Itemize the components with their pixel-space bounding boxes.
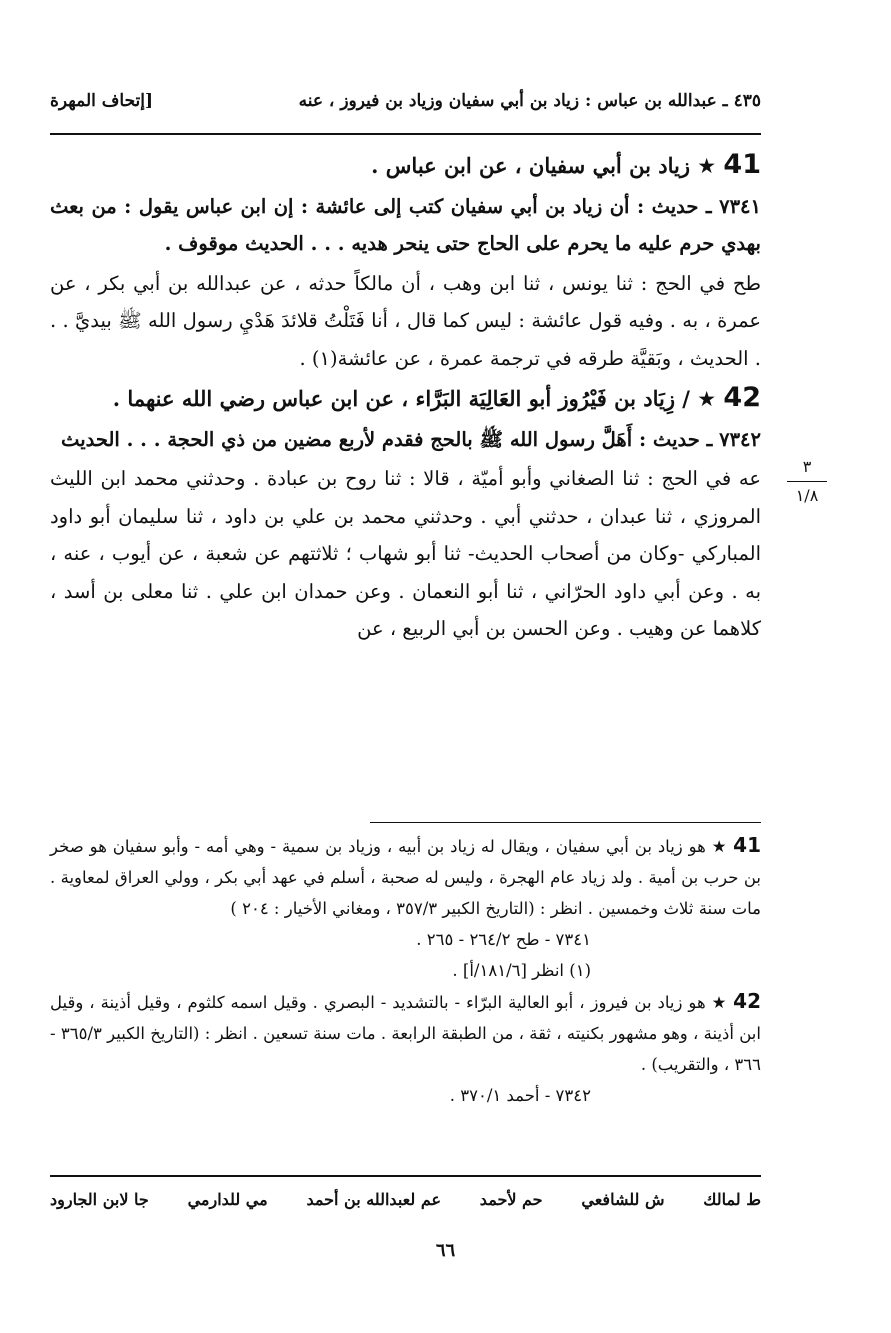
section-title: زياد بن أبي سفيان ، عن ابن عباس . xyxy=(371,153,690,178)
footnote-ref-1: (١) انظر [١٨١/٦/أ] . xyxy=(452,961,591,980)
star-icon: ★ xyxy=(711,993,728,1012)
abbrev-item: حم لأحمد xyxy=(479,1190,543,1209)
section-heading-42 xyxy=(50,379,761,419)
hadith-7342 xyxy=(50,421,761,459)
footnote-ref-7342: ٧٣٤٢ - أحمد ٣٧٠/١ . xyxy=(449,1086,591,1105)
hadith-label: ٧٣٤١ ـ حديث : xyxy=(636,194,761,218)
manuscript-folio-note xyxy=(782,455,832,508)
footnote-ref-7341: ٧٣٤١ - طح ٢٦٤/٢ - ٢٦٥ . xyxy=(416,930,591,949)
takhrij-7342: عه في الحج : ثنا الصغاني وأبو أميّة ، قالا : ثنا روح بن عبادة . وحدثني محمد ابن الليث المروزي ، ثنا عبدان ، حدثني أبي . وحدثني محمد بن علي بن داود ، ثنا سليمان أبو داود المباركي -وكان من أصحاب الحديث- ثنا أبو شهاب ؛ ثلاثتهم عن شعبة ، عن أيوب ، عنه ، به . وعن أبي داود الحرّاني ، ثنا أبو النعمان . وعن حمدان ابن علي . ثنا معلى بن أسد ، كلاهما عن وهيب . وعن الحسن بن أبي الربيع ، عن xyxy=(50,467,761,640)
folio-ref: ١/٨ xyxy=(795,486,819,505)
hadith-7341 xyxy=(50,188,761,263)
footnote-41 xyxy=(50,830,761,924)
takhrij-7341: طح في الحج : ثنا يونس ، ثنا ابن وهب ، أن مالكاً حدثه ، عن عبدالله بن أبي بكر ، عن عمرة ، به . وفيه قول عائشة : ليس كما قال ، أنا فَتَلْتُ قلائدَ هَدْيِ رسول الله ﷺ بيديَّ . . . الحديث ، وبَقيَّة طرقه في ترجمة عمرة ، عن عائشة(١) . xyxy=(50,271,761,370)
header-rule xyxy=(50,133,761,135)
footnote-number: 42 xyxy=(733,989,762,1013)
page-number: ٦٦ xyxy=(435,1240,456,1261)
hadith-text: أن زياد بن أبي سفيان كتب إلى عائشة : إن ابن عباس يقول : من بعث بهدي حرم عليه ما يحرم على الحاج حتى ينحر هديه . . . الحديث موقوف . xyxy=(50,194,761,255)
footnote-separator xyxy=(370,822,761,823)
folio-number: ٣ xyxy=(802,457,812,476)
footnote-text: هو زياد بن فيروز ، أبو العالية البرّاء - بالتشديد - البصري . وقيل اسمه كلثوم ، وقيل أذينة ، وقيل ابن أذينة ، وهو مشهور بكنيته ، ثقة ، من الطبقة الرابعة . مات سنة تسعين . انظر : (التاريخ الكبير ٣٦٥/٣ - ٣٦٦ ، والتقريب) . xyxy=(50,993,761,1074)
main-text xyxy=(50,146,761,648)
section-number: 42 xyxy=(723,382,761,413)
section-title: / زِيَاد بن فَيْرُوز أبو العَالِيَة البَرَّاء ، عن ابن عباس رضي الله عنهما . xyxy=(112,386,690,411)
abbreviation-key xyxy=(50,1190,761,1209)
hadith-label: ٧٣٤٢ ـ حديث : xyxy=(638,427,761,451)
running-header xyxy=(50,86,761,116)
section-number: 41 xyxy=(723,149,761,180)
abbrev-item: ط لمالك xyxy=(703,1190,761,1209)
footer-rule xyxy=(50,1175,761,1177)
header-book-name: [إتحاف المهرة xyxy=(50,91,154,111)
abbrev-item: عم لعبدالله بن أحمد xyxy=(306,1190,442,1209)
footnote-42 xyxy=(50,986,761,1080)
hadith-text: أَهَلَّ رسول الله ﷺ بالحج فقدم لأربع مضين من ذي الحجة . . . الحديث xyxy=(61,427,633,451)
abbrev-item: مي للدارمي xyxy=(187,1190,268,1209)
footnote-text: هو زياد بن أبي سفيان ، ويقال له زياد بن أبيه ، وزياد بن سمية - وهي أمه - وأبو سفيان هو صخر بن حرب بن أمية . ولد زياد عام الهجرة ، وليس له صحبة ، أسلم في عهد أبي بكر ، وولي العراق لمعاوية . مات سنة ثلاث وخمسين . انظر : (التاريخ الكبير ٣٥٧/٣ ، ومغاني الأخيار : ٢٠٤ ) xyxy=(50,837,761,918)
abbrev-item: جا لابن الجارود xyxy=(50,1190,149,1209)
section-heading-41 xyxy=(50,146,761,186)
folio-divider xyxy=(787,481,827,482)
star-icon: ★ xyxy=(697,387,717,411)
abbrev-item: ش للشافعي xyxy=(581,1190,665,1209)
star-icon: ★ xyxy=(711,837,728,856)
header-title: ٤٣٥ ـ عبدالله بن عباس : زياد بن أبي سفيان وزياد بن فيروز ، عنه xyxy=(298,91,761,111)
footnote-number: 41 xyxy=(733,833,761,857)
footnotes xyxy=(50,830,761,1111)
star-icon: ★ xyxy=(697,154,717,178)
